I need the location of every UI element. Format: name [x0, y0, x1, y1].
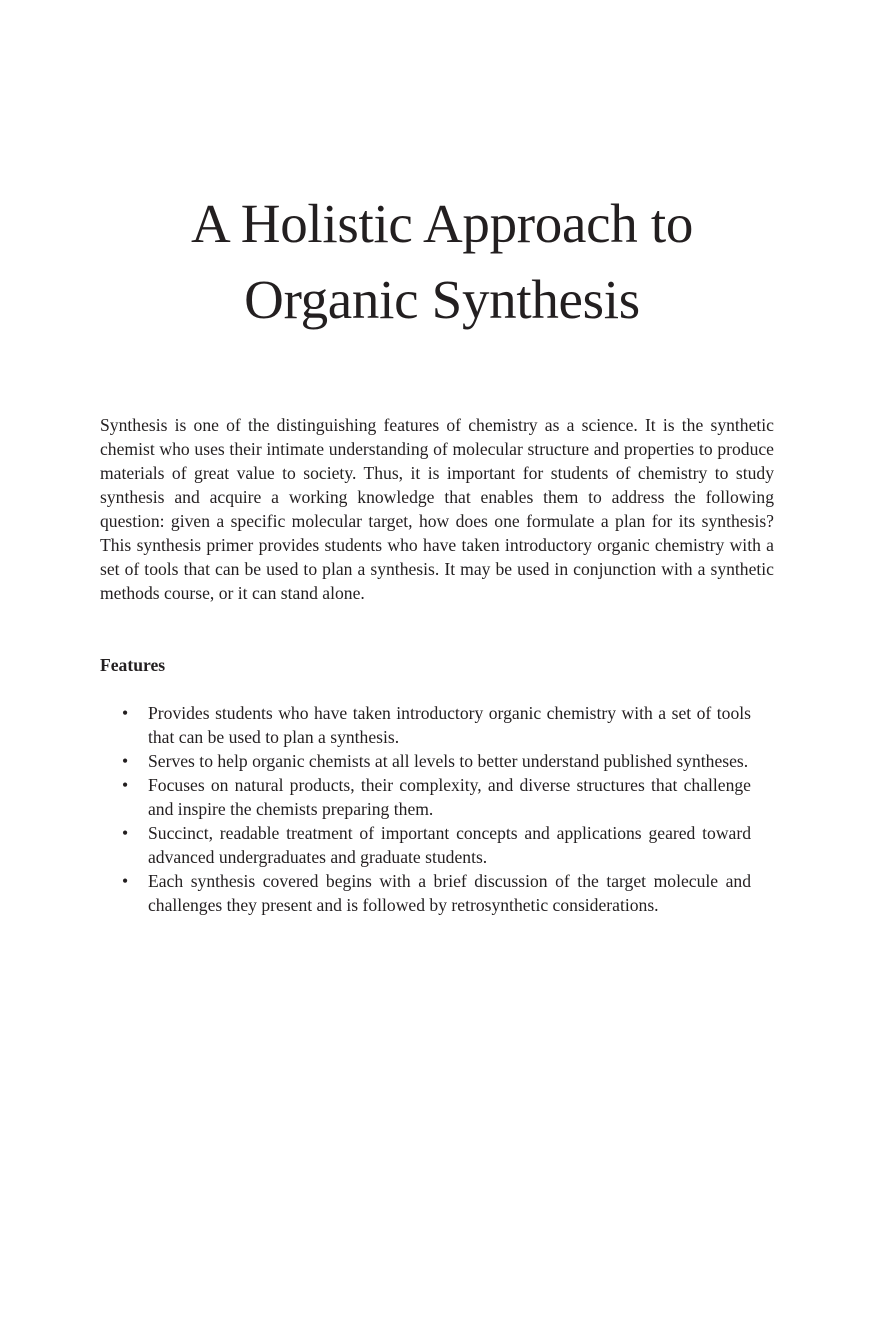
book-title-line-2: Organic Synthesis	[244, 269, 640, 330]
feature-item	[100, 869, 751, 917]
bullet-icon: •	[122, 871, 129, 891]
book-title-line-1: A Holistic Approach to	[190, 193, 694, 254]
feature-text: Provides students who have taken introductory organic chemistry with a set of tools that can be used to plan a synthesis.	[148, 703, 751, 747]
features-list	[100, 701, 751, 917]
feature-text: Serves to help organic chemists at all levels to better understand published syntheses.	[148, 751, 749, 771]
features-heading: Features	[100, 655, 166, 675]
bullet-icon: •	[122, 775, 129, 795]
bullet-icon: •	[122, 751, 129, 771]
feature-item	[100, 821, 751, 869]
bullet-icon: •	[122, 823, 129, 843]
feature-item	[100, 749, 751, 773]
book-title	[60, 186, 824, 338]
feature-item	[100, 773, 751, 821]
feature-text: Succinct, readable treatment of important concepts and applications geared toward advanced undergraduates and graduate students.	[148, 823, 751, 867]
feature-text: Each synthesis covered begins with a brief discussion of the target molecule and challenges they present and is followed by retrosynthetic considerations.	[148, 871, 751, 915]
feature-text: Focuses on natural products, their complexity, and diverse structures that challenge and inspire the chemists preparing them.	[148, 775, 751, 819]
book-description: Synthesis is one of the distinguishing features of chemistry as a science. It is the synthetic chemist who uses their intimate understanding of molecular structure and properties to produce materials of great value to society. Thus, it is important for students of chemistry to study synthesis and acquire a working knowledge that enables them to address the following question: given a specific molecular target, how does one formulate a plan for its synthesis? This synthesis primer provides students who have taken introductory organic chemistry with a set of tools that can be used to plan a synthesis. It may be used in conjunction with a synthetic methods course, or it can stand alone.	[100, 415, 774, 603]
feature-item	[100, 701, 751, 749]
bullet-icon: •	[122, 703, 129, 723]
